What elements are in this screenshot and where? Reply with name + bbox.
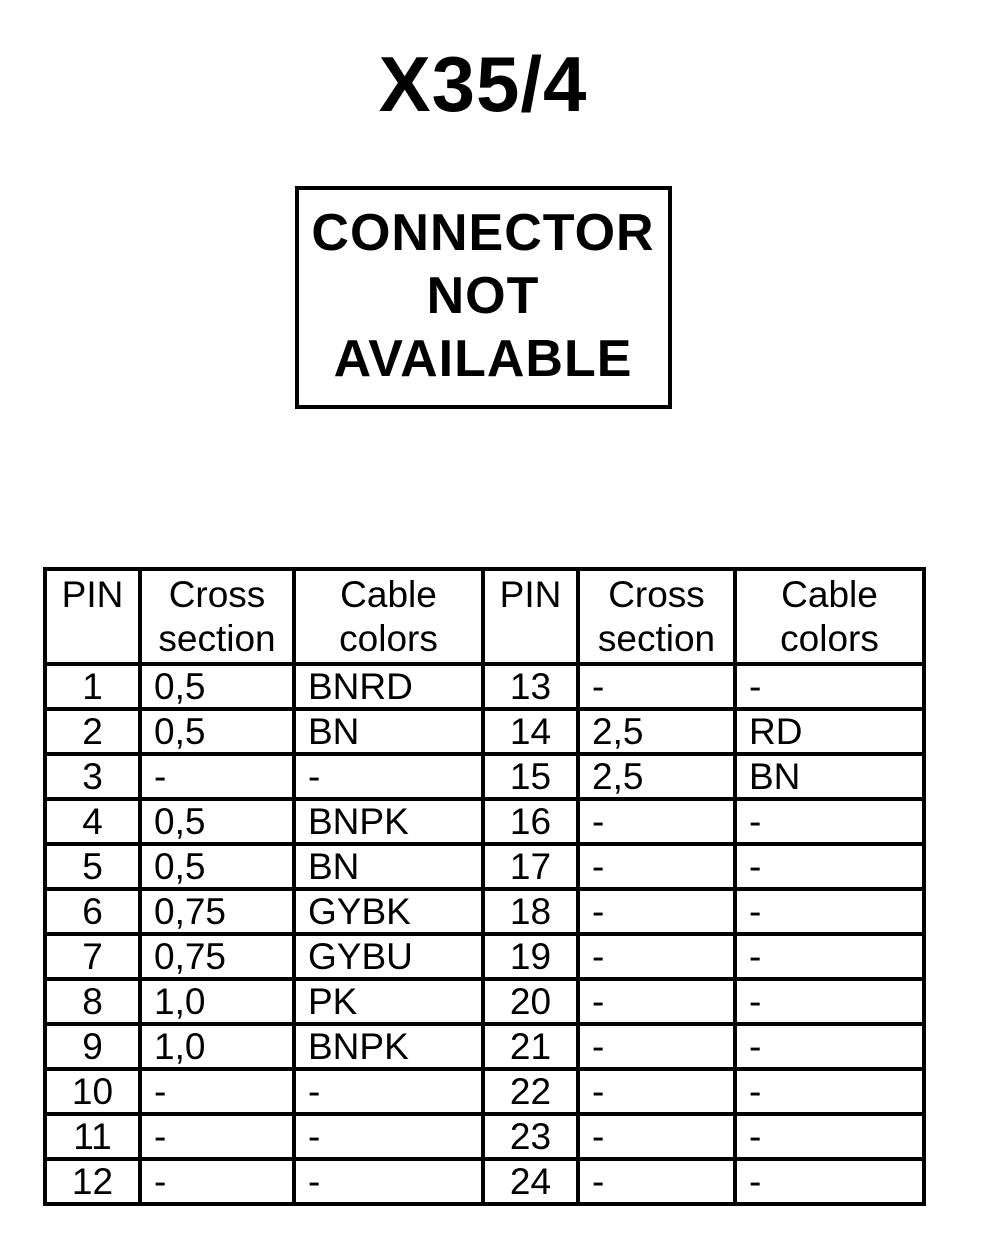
cross-section-cell: - xyxy=(578,664,735,709)
pin-cell: 22 xyxy=(483,1069,578,1114)
pin-cell: 20 xyxy=(483,979,578,1024)
cable-color-cell: - xyxy=(735,889,924,934)
cable-color-cell: - xyxy=(735,1024,924,1069)
cross-section-cell: 1,0 xyxy=(140,1024,294,1069)
cable-color-cell: - xyxy=(735,1159,924,1204)
cross-section-cell: - xyxy=(140,1114,294,1159)
pin-cell: 24 xyxy=(483,1159,578,1204)
cross-section-cell: - xyxy=(578,1024,735,1069)
table-row xyxy=(45,709,924,754)
cross-section-cell: - xyxy=(578,799,735,844)
pin-cell: 21 xyxy=(483,1024,578,1069)
cable-color-cell: - xyxy=(735,664,924,709)
table-header-row xyxy=(45,569,924,664)
pin-cell: 16 xyxy=(483,799,578,844)
pin-cell: 23 xyxy=(483,1114,578,1159)
cross-section-cell: - xyxy=(578,934,735,979)
table-row xyxy=(45,844,924,889)
cross-section-cell: - xyxy=(578,889,735,934)
cable-color-cell: - xyxy=(294,1114,483,1159)
cable-color-cell: GYBU xyxy=(294,934,483,979)
cable-color-cell: - xyxy=(294,754,483,799)
cross-section-cell: - xyxy=(578,844,735,889)
header-pin-right: PIN xyxy=(483,569,578,664)
cable-color-cell: - xyxy=(735,1069,924,1114)
pin-cell: 11 xyxy=(45,1114,140,1159)
cable-color-cell: BNRD xyxy=(294,664,483,709)
cable-color-cell: PK xyxy=(294,979,483,1024)
pin-cell: 13 xyxy=(483,664,578,709)
header-cable-colors-right: Cable colors xyxy=(735,569,924,664)
cross-section-cell: 2,5 xyxy=(578,709,735,754)
pin-cell: 10 xyxy=(45,1069,140,1114)
cross-section-cell: - xyxy=(578,979,735,1024)
pin-assignment-table xyxy=(43,567,926,1206)
document-page xyxy=(43,0,923,1206)
notice-line: AVAILABLE xyxy=(333,330,633,388)
pin-cell: 3 xyxy=(45,754,140,799)
pin-cell: 14 xyxy=(483,709,578,754)
pin-cell: 2 xyxy=(45,709,140,754)
notice-line: NOT xyxy=(426,267,540,325)
cable-color-cell: - xyxy=(735,934,924,979)
pin-cell: 12 xyxy=(45,1159,140,1204)
table-row xyxy=(45,754,924,799)
pin-cell: 15 xyxy=(483,754,578,799)
table-row xyxy=(45,1114,924,1159)
cable-color-cell: BN xyxy=(294,844,483,889)
cable-color-cell: - xyxy=(294,1069,483,1114)
cable-color-cell: - xyxy=(735,844,924,889)
cross-section-cell: 0,5 xyxy=(140,709,294,754)
cable-color-cell: BN xyxy=(294,709,483,754)
table-row xyxy=(45,1024,924,1069)
header-cross-section-left: Cross section xyxy=(140,569,294,664)
pin-cell: 5 xyxy=(45,844,140,889)
table-row xyxy=(45,889,924,934)
table-row xyxy=(45,799,924,844)
cable-color-cell: - xyxy=(294,1159,483,1204)
cable-color-cell: - xyxy=(735,799,924,844)
cable-color-cell: BNPK xyxy=(294,1024,483,1069)
cable-color-cell: RD xyxy=(735,709,924,754)
page-title: X35/4 xyxy=(378,40,588,128)
table-row xyxy=(45,934,924,979)
header-cable-colors-left: Cable colors xyxy=(294,569,483,664)
cable-color-cell: GYBK xyxy=(294,889,483,934)
pin-cell: 9 xyxy=(45,1024,140,1069)
cable-color-cell: - xyxy=(735,979,924,1024)
pin-cell: 19 xyxy=(483,934,578,979)
pin-cell: 7 xyxy=(45,934,140,979)
table-row xyxy=(45,664,924,709)
cross-section-cell: 0,5 xyxy=(140,844,294,889)
pin-cell: 1 xyxy=(45,664,140,709)
header-cross-section-right: Cross section xyxy=(578,569,735,664)
cross-section-cell: - xyxy=(140,1069,294,1114)
table-row xyxy=(45,1069,924,1114)
cross-section-cell: - xyxy=(578,1159,735,1204)
table-row xyxy=(45,979,924,1024)
notice-line: CONNECTOR xyxy=(311,204,655,262)
pin-cell: 17 xyxy=(483,844,578,889)
pin-cell: 4 xyxy=(45,799,140,844)
pin-cell: 18 xyxy=(483,889,578,934)
cross-section-cell: 0,5 xyxy=(140,664,294,709)
pin-cell: 8 xyxy=(45,979,140,1024)
cross-section-cell: - xyxy=(140,1159,294,1204)
connector-notice-box xyxy=(295,186,672,409)
header-pin-left: PIN xyxy=(45,569,140,664)
cross-section-cell: 0,5 xyxy=(140,799,294,844)
cross-section-cell: 1,0 xyxy=(140,979,294,1024)
cross-section-cell: - xyxy=(140,754,294,799)
cross-section-cell: 2,5 xyxy=(578,754,735,799)
cable-color-cell: BNPK xyxy=(294,799,483,844)
cable-color-cell: BN xyxy=(735,754,924,799)
cross-section-cell: 0,75 xyxy=(140,889,294,934)
pin-cell: 6 xyxy=(45,889,140,934)
cross-section-cell: - xyxy=(578,1114,735,1159)
cross-section-cell: - xyxy=(578,1069,735,1114)
cable-color-cell: - xyxy=(735,1114,924,1159)
table-row xyxy=(45,1159,924,1204)
cross-section-cell: 0,75 xyxy=(140,934,294,979)
